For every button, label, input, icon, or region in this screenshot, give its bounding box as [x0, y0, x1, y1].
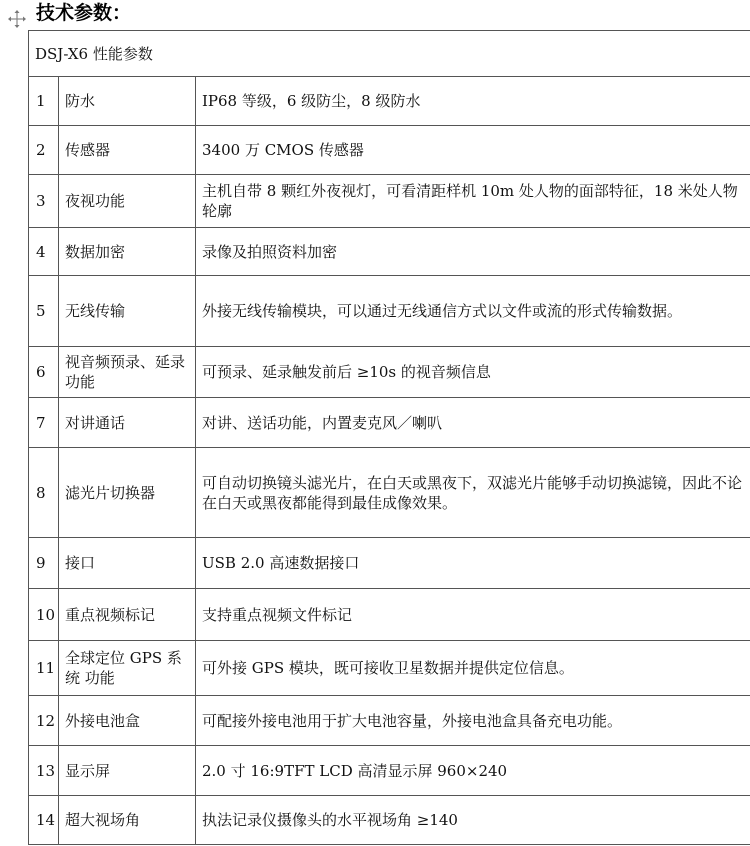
- row-number: 2: [29, 126, 59, 175]
- param-name: 对讲通话: [59, 398, 196, 448]
- table-row: [29, 796, 750, 845]
- param-name: 夜视功能: [59, 175, 196, 228]
- row-number: 8: [29, 448, 59, 538]
- row-number: 4: [29, 228, 59, 276]
- param-name: 滤光片切换器: [59, 448, 196, 538]
- param-name: 外接电池盒: [59, 696, 196, 746]
- param-name: 重点视频标记: [59, 589, 196, 641]
- row-number: 5: [29, 276, 59, 347]
- param-value: 可配接外接电池用于扩大电池容量，外接电池盒具备充电功能。: [196, 696, 750, 746]
- table-row: [29, 126, 750, 175]
- param-value: 对讲、送话功能，内置麦克风／喇叭: [196, 398, 750, 448]
- row-number: 9: [29, 538, 59, 589]
- param-value: 3400 万 CMOS 传感器: [196, 126, 750, 175]
- row-number: 12: [29, 696, 59, 746]
- param-value: 2.0 寸 16:9TFT LCD 高清显示屏 960×240: [196, 746, 750, 796]
- param-value: 执法记录仪摄像头的水平视场角 ≥140: [196, 796, 750, 845]
- table-row: [29, 398, 750, 448]
- param-value: 可自动切换镜头滤光片，在白天或黑夜下，双滤光片能够手动切换滤镜，因此不论在白天或黑夜都能得到最佳成像效果。: [196, 448, 750, 538]
- table-row: [29, 175, 750, 228]
- move-handle-icon[interactable]: [8, 10, 26, 28]
- spec-table: [28, 30, 750, 845]
- table-row: [29, 228, 750, 276]
- table-row: [29, 538, 750, 589]
- param-value: 支持重点视频文件标记: [196, 589, 750, 641]
- table-row: [29, 276, 750, 347]
- param-value: 主机自带 8 颗红外夜视灯，可看清距样机 10m 处人物的面部特征，18 米处人物轮廓: [196, 175, 750, 228]
- row-number: 13: [29, 746, 59, 796]
- param-name: 数据加密: [59, 228, 196, 276]
- table-title: DSJ-X6 性能参数: [29, 31, 750, 77]
- section-heading: 技术参数：: [36, 2, 132, 24]
- param-name: 接口: [59, 538, 196, 589]
- param-name: 传感器: [59, 126, 196, 175]
- table-row: [29, 746, 750, 796]
- row-number: 14: [29, 796, 59, 845]
- table-row: [29, 448, 750, 538]
- table-row: [29, 347, 750, 398]
- table-row: [29, 77, 750, 126]
- param-name: 无线传输: [59, 276, 196, 347]
- param-name: 全球定位 GPS 系统 功能: [59, 641, 196, 696]
- table-title-row: [29, 31, 750, 77]
- table-row: [29, 696, 750, 746]
- table-row: [29, 589, 750, 641]
- table-row: [29, 641, 750, 696]
- row-number: 3: [29, 175, 59, 228]
- row-number: 7: [29, 398, 59, 448]
- param-name: 防水: [59, 77, 196, 126]
- param-value: 外接无线传输模块，可以通过无线通信方式以文件或流的形式传输数据。: [196, 276, 750, 347]
- param-value: 可外接 GPS 模块，既可接收卫星数据并提供定位信息。: [196, 641, 750, 696]
- param-name: 视音频预录、延录功能: [59, 347, 196, 398]
- param-value: 可预录、延录触发前后 ≥10s 的视音频信息: [196, 347, 750, 398]
- param-value: 录像及拍照资料加密: [196, 228, 750, 276]
- param-value: IP68 等级，6 级防尘，8 级防水: [196, 77, 750, 126]
- param-value: USB 2.0 高速数据接口: [196, 538, 750, 589]
- param-name: 显示屏: [59, 746, 196, 796]
- param-name: 超大视场角: [59, 796, 196, 845]
- row-number: 11: [29, 641, 59, 696]
- row-number: 6: [29, 347, 59, 398]
- row-number: 10: [29, 589, 59, 641]
- row-number: 1: [29, 77, 59, 126]
